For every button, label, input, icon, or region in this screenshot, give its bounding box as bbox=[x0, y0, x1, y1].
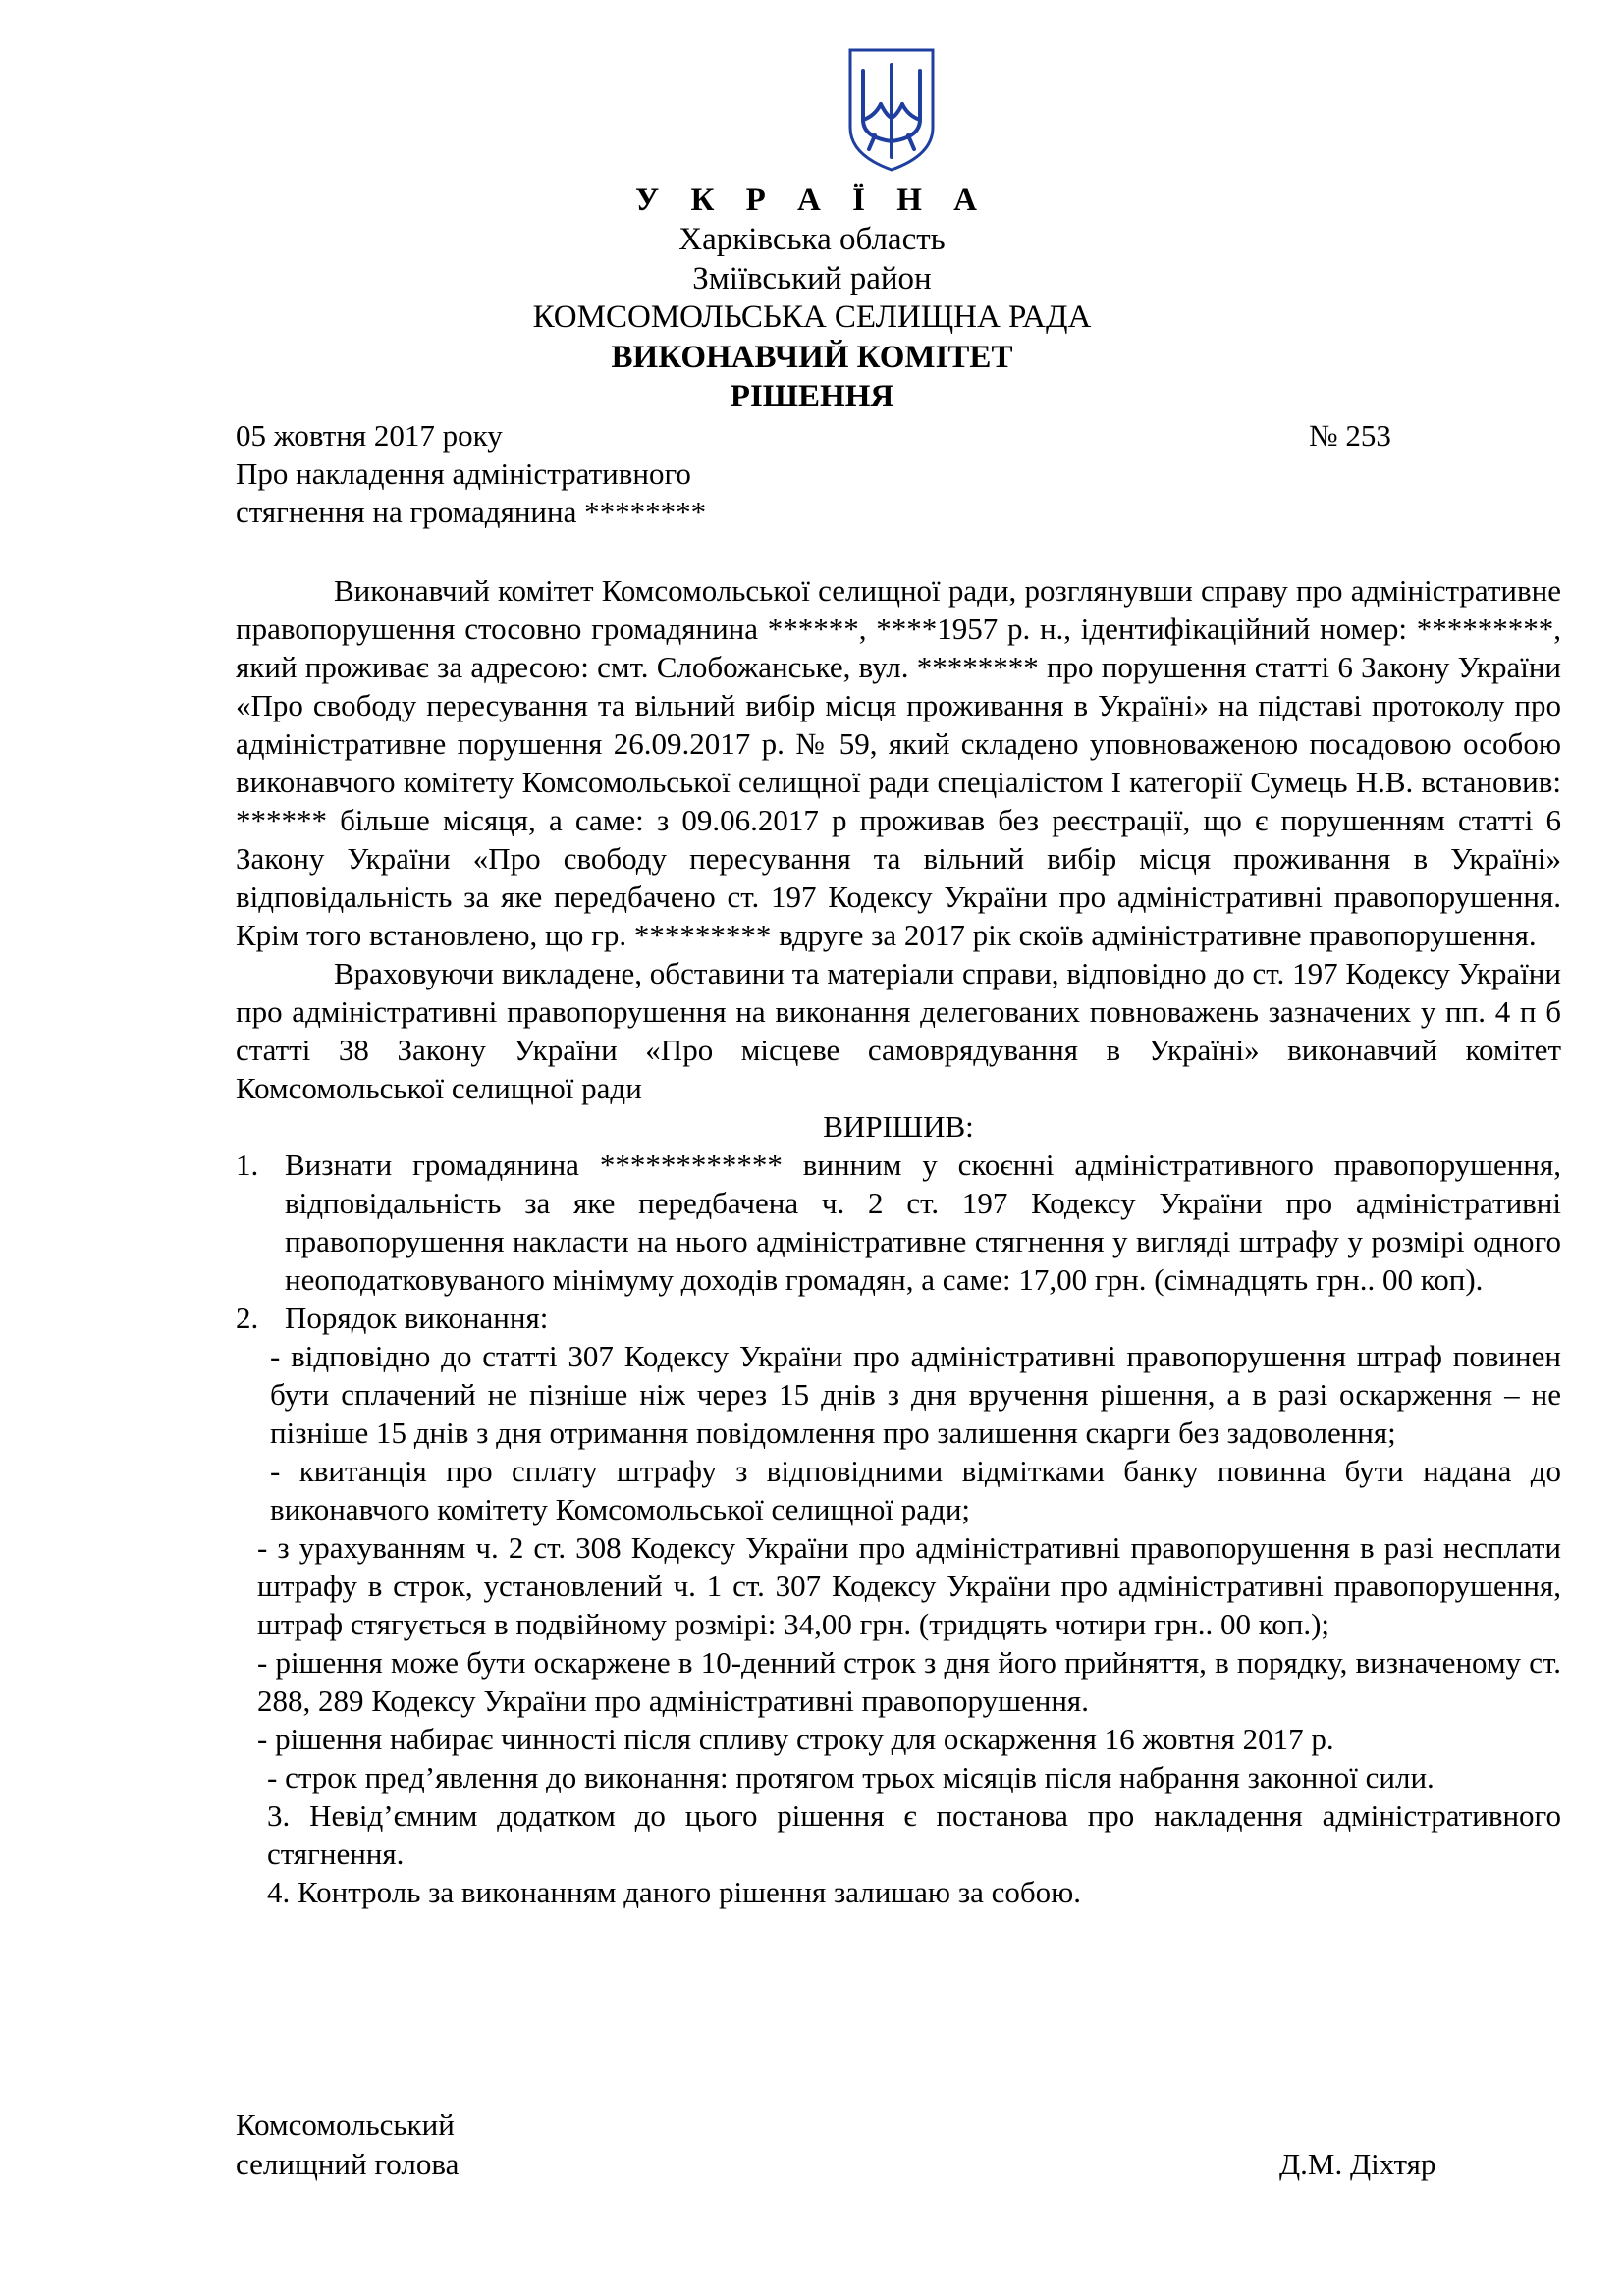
committee-line: ВИКОНАВЧИЙ КОМІТЕТ bbox=[611, 340, 1013, 375]
procedure-appeal: - рішення може бути оскаржене в 10-денний строк з дня його прийняття, в порядку, визначеному ст. 288, 289 Кодексу України про адміністративні правопорушення. bbox=[257, 1645, 1561, 1718]
paragraph-considering: Враховуючи викладене, обставини та матеріали справи, відповідно до ст. 197 Кодексу України про адміністративні правопорушення на виконання делегованих повноважень зазначених у пп. 4 п б статті 38 Закону України «Про місцеве самоврядування в Україні» виконавчий комітет Комсомольської селищної ради bbox=[236, 956, 1561, 1105]
procedure-enforcement-term: - строк пред’явлення до виконання: протягом трьох місяців після набрання законної сили. bbox=[267, 1760, 1435, 1794]
decision-item-2-text: Порядок виконання: bbox=[285, 1301, 549, 1335]
procedure-deadline: - відповідно до статті 307 Кодексу України про адміністративні правопорушення штраф повинен бути сплачений не пізніше ніж через 15 днів з дня вручення рішення, а в разі оскарження – не пізніше 15 днів з дня отримання повідомлення про залишення скарги без задоволення; bbox=[270, 1339, 1561, 1450]
signatory-name: Д.М. Діхтяр bbox=[1279, 2147, 1436, 2181]
signatory-title-line-2: селищний голова bbox=[236, 2147, 460, 2181]
decision-item-2 bbox=[236, 1299, 1561, 1337]
decision-item-2-number: 2. bbox=[236, 1301, 259, 1335]
procedure-receipt: - квитанція про сплату штрафу з відповідними відмітками банку повинна бути надана до виконавчого комітету Комсомольської селищної ради; bbox=[270, 1454, 1561, 1526]
signatory-title-line-1: Комсомольський bbox=[236, 2108, 455, 2142]
region-line: Харківська область bbox=[678, 222, 946, 257]
decided-heading: ВИРІШИВ: bbox=[823, 1109, 974, 1144]
decision-date: 05 жовтня 2017 року bbox=[236, 418, 503, 453]
district-line: Зміївський район bbox=[692, 261, 932, 296]
document-type-heading: РІШЕННЯ bbox=[730, 379, 894, 414]
paragraph-findings: Виконавчий комітет Комсомольської селищної ради, розглянувши справу про адміністративне правопорушення стосовно громадянина ******, ****1957 р. н., ідентифікаційний номер: *********, який проживає за адресою: смт. Слобожанське, вул. ******** про порушення статті 6 Закону України «Про свободу пересування та вільний вибір місця проживання в Україні» на підставі протоколу про адміністративне порушення 26.09.2017 р. № 59, який складено уповноваженою посадовою особою виконавчого комітету Комсомольської селищної ради спеціалістом І категорії Сумець Н.В. встановив: ****** більше місяця, а саме: з 09.06.2017 р проживав без реєстрації, що є порушенням статті 6 Закону України «Про свободу пересування та вільний вибір місця проживання в Україні» відповідальність за яке передбачено ст. 197 Кодексу України про адміністративні правопорушення. Крім того встановлено, що гр. ********* вдруге за 2017 рік скоїв адміністративне правопорушення. bbox=[236, 573, 1561, 952]
decision-item-4: 4. Контроль за виконанням даного рішення залишаю за собою. bbox=[267, 1875, 1082, 1909]
trident-coat-of-arms-icon bbox=[847, 47, 936, 173]
procedure-double-fine: - з урахуванням ч. 2 ст. 308 Кодексу України про адміністративні правопорушення в разі несплати штрафу в строк, установлений ч. 1 ст. 307 Кодексу України про адміністративні правопорушення, штраф стягується в подвійному розмірі: 34,00 грн. (тридцять чотири грн.. 00 коп.); bbox=[257, 1530, 1561, 1641]
country-heading: У К Р А Ї Н А bbox=[635, 183, 989, 218]
subject-line-1: Про накладення адміністративного bbox=[236, 456, 691, 491]
decision-number: № 253 bbox=[1309, 418, 1391, 453]
document-body bbox=[236, 571, 1561, 1911]
procedure-effective-date: - рішення набирає чинності після спливу строку для оскарження 16 жовтня 2017 р. bbox=[257, 1722, 1334, 1756]
decision-item-1-text: Визнати громадянина ************ винним у скоєнні адміністративного правопорушення, відповідальність за яке передбачена ч. 2 ст. 197 Кодексу України про адміністративні правопорушення накласти на нього адміністративне стягнення у вигляді штрафу у розмірі одного неоподатковуваного мінімуму доходів громадян, а саме: 17,00 грн. (сімнадцять грн.. 00 коп). bbox=[285, 1148, 1561, 1297]
council-line: КОМСОМОЛЬСЬКА СЕЛИЩНА РАДА bbox=[532, 299, 1092, 335]
decision-item-1-number: 1. bbox=[236, 1148, 259, 1182]
decision-item-1 bbox=[236, 1146, 1561, 1299]
subject-line-2: стягнення на громадянина ******** bbox=[236, 495, 707, 529]
decision-item-3: 3. Невід’ємним додатком до цього рішення є постанова про накладення адміністративного стягнення. bbox=[267, 1798, 1561, 1871]
